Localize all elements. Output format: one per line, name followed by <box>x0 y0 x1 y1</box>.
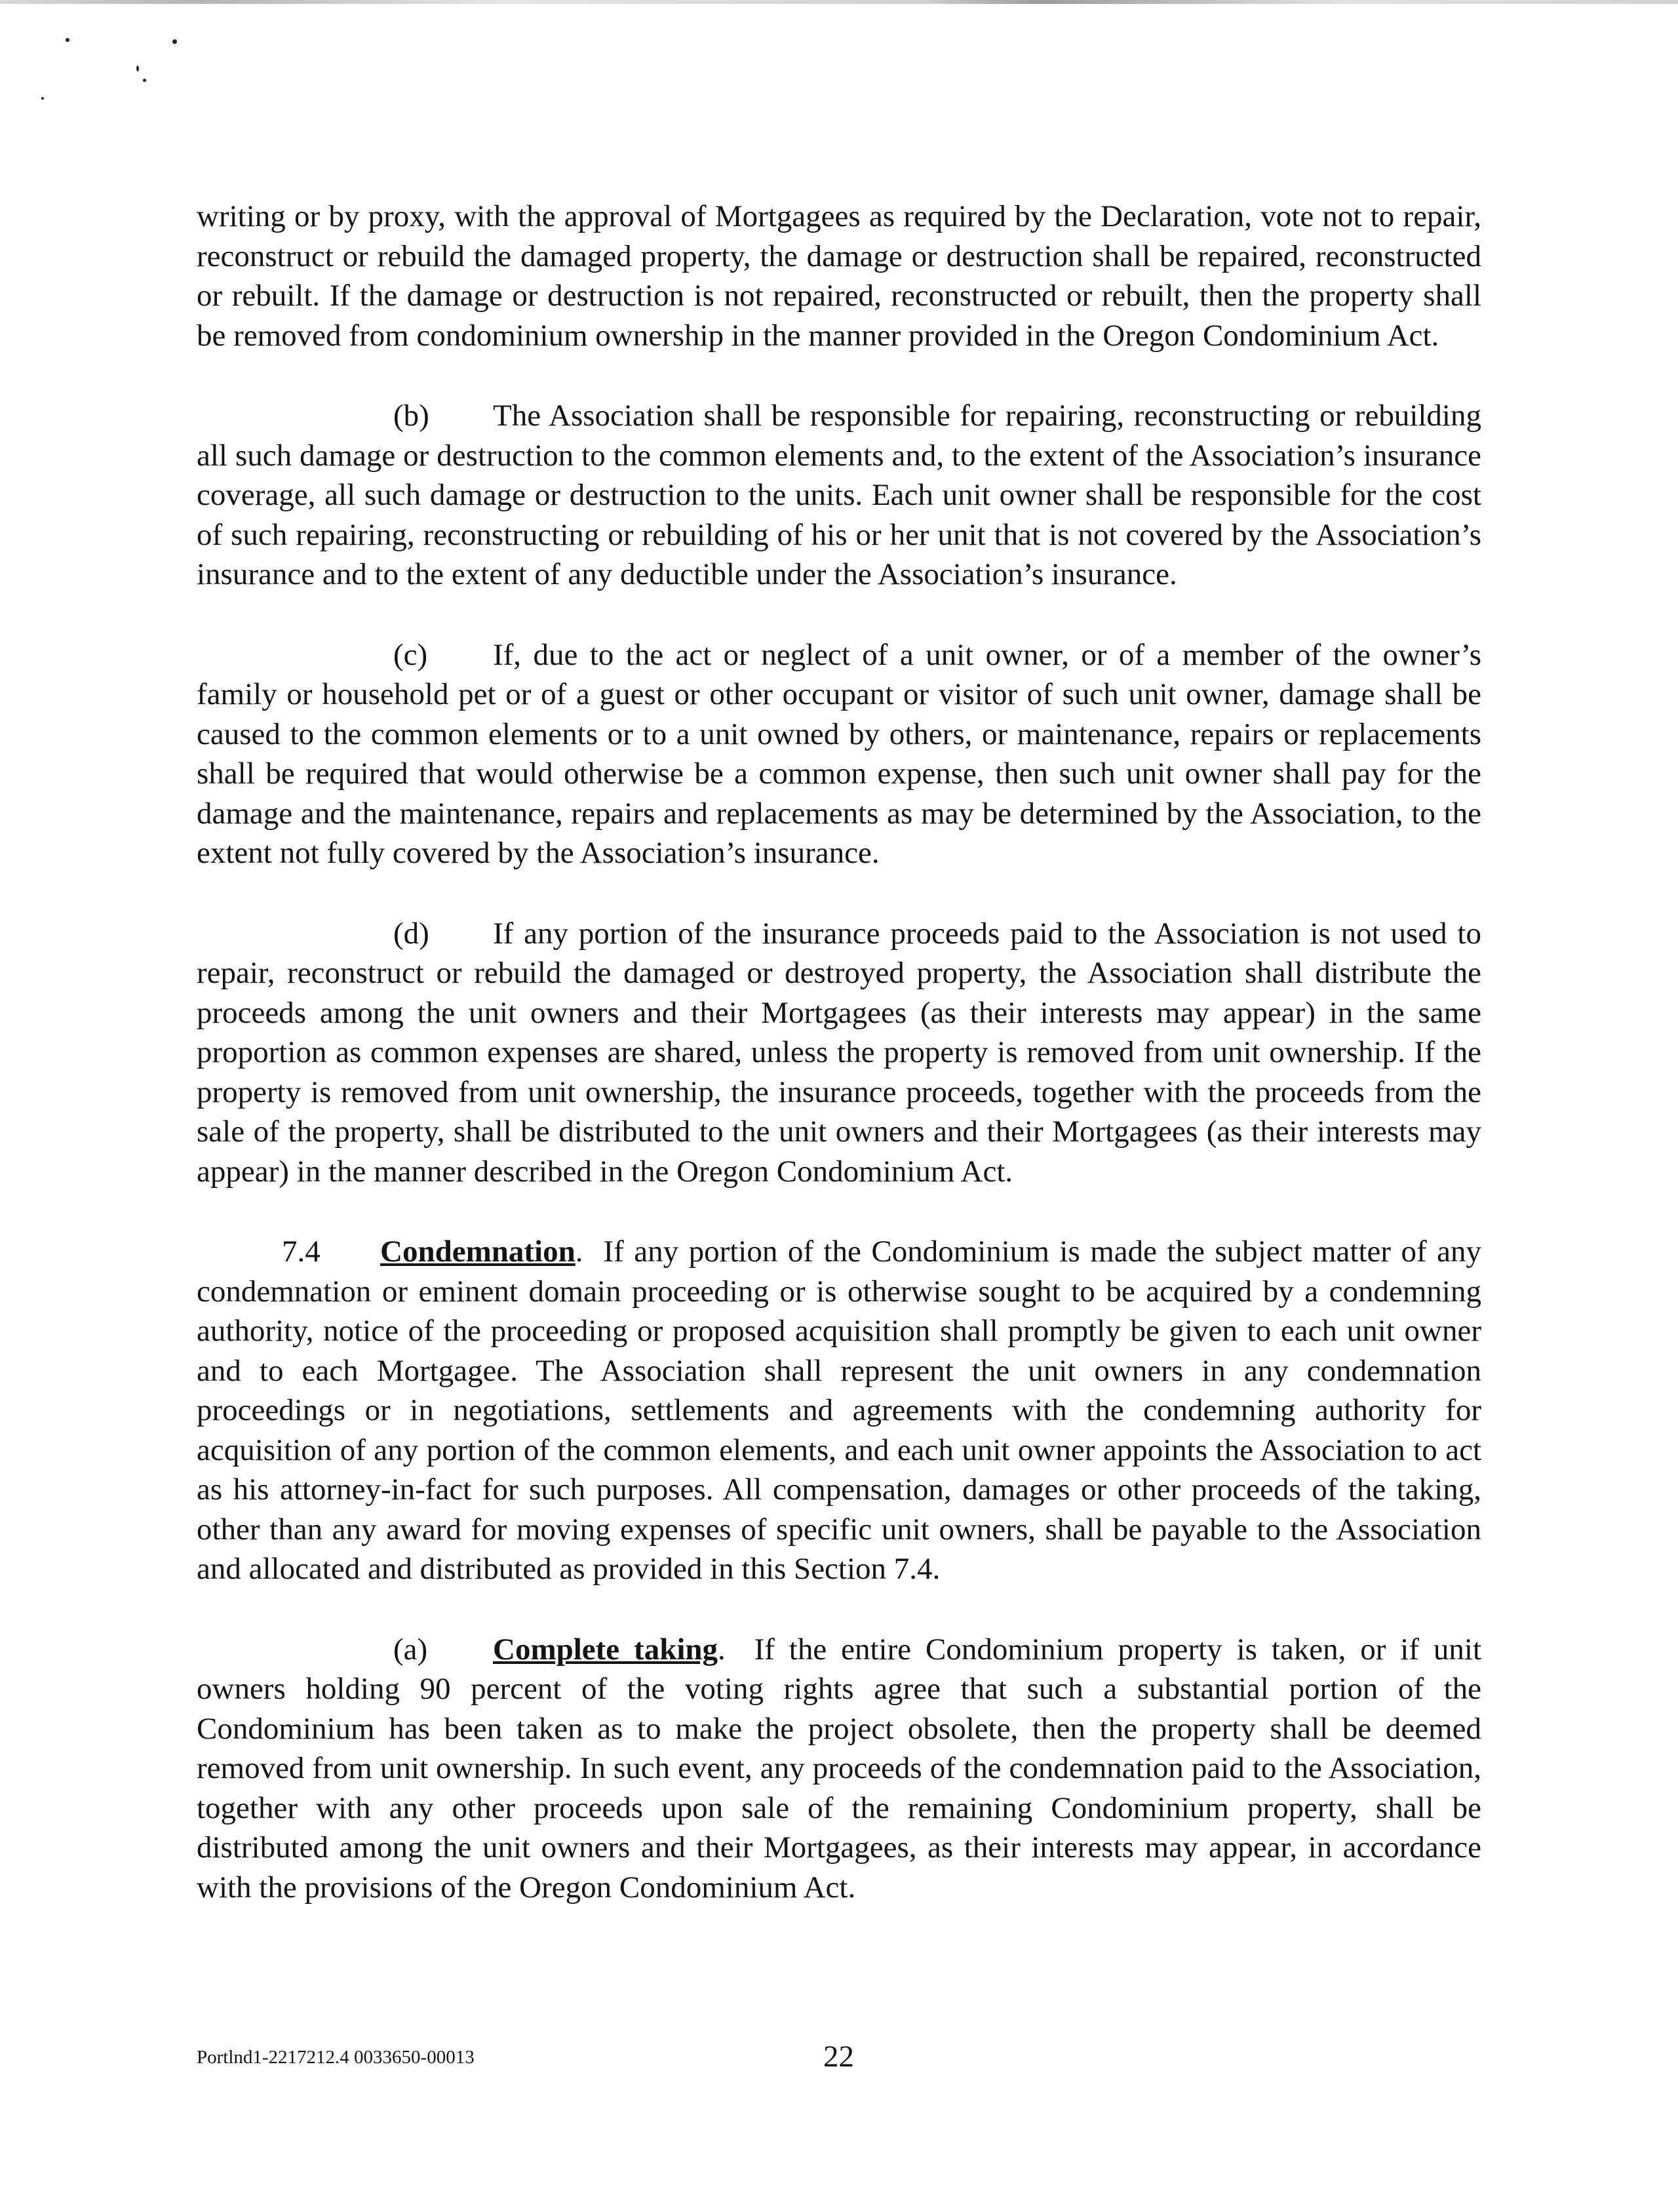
section-number: 7.4 <box>282 1234 321 1269</box>
paragraph-text: writing or by proxy, with the approval of Mortgagees as required by the Declaration, vote not to repair, reconstruct or rebuild the damaged property, the damage or destruction shall be repaired, reconstructed or rebuilt. If the damage or destruction is not repaired, reconstructed or rebuilt, then the property shall be removed from condominium ownership in the manner provided in the Oregon Condominium Act. <box>197 199 1481 353</box>
scan-speck <box>136 66 139 71</box>
section-heading: Condemnation <box>380 1234 576 1269</box>
subsection-label: (a) <box>393 1632 428 1667</box>
paragraph-d <box>197 914 1481 1192</box>
paragraph-b <box>197 396 1481 595</box>
paragraph-text: If any portion of the insurance proceeds paid to the Association is not used to repair, reconstruct or rebuild the damaged or destroyed property, the Association shall distribute the proceeds among the unit owners and their Mortgagees (as their interests may appear) in the same proportion as common expenses are shared, unless the property is removed from unit ownership. If the property is removed from unit ownership, the insurance proceeds, together with the proceeds from the sale of the property, shall be distributed to the unit owners and their Mortgagees (as their interests may appear) in the manner described in the Oregon Condominium Act. <box>197 916 1481 1189</box>
paragraph-text: If, due to the act or neglect of a unit owner, or of a member of the owner’s family or household pet or of a guest or other occupant or visitor of such unit owner, damage shall be caused to the common elements or to a unit owned by others, or maintenance, repairs or replacements shall be required that would otherwise be a common expense, then such unit owner shall pay for the damage and the maintenance, repairs and replacements as may be determined by the Association, to the extent not fully covered by the Association’s insurance. <box>197 637 1481 870</box>
paragraph-continuation <box>197 197 1481 355</box>
scan-speck <box>66 38 69 42</box>
page-number: 22 <box>823 2040 854 2074</box>
subsection-label: (c) <box>393 637 428 672</box>
scan-speck <box>143 79 146 82</box>
subsection-label: (d) <box>393 916 429 951</box>
paragraph-text: If any portion of the Condominium is made the subject matter of any condemnation or eminent domain proceeding or is otherwise sought to be acquired by a condemning authority, notice of the proceeding or proposed acquisition shall promptly be given to each unit owner and to each Mortgagee. The Association shall represent the unit owners in any condemnation proceedings or in negotiations, settlements and agreements with the condemning authority for acquisition of any portion of the common elements, and each unit owner appoints the Association to act as his attorney-in-fact for such purposes. All compensation, damages or other proceeds of the taking, other than any award for moving expenses of specific unit owners, shall be payable to the Association and allocated and distributed as provided in this Section 7.4. <box>197 1234 1482 1586</box>
document-body <box>197 197 1481 1948</box>
scan-speck <box>172 39 177 44</box>
paragraph-text: If the entire Condominium property is taken, or if unit owners holding 90 percent of the voting rights agree that such a substantial portion of the Condominium has been taken as to make the project obsolete, then the property shall be deemed removed from unit ownership. In such event, any proceeds of the condemnation paid to the Association, together with any other proceeds upon sale of the remaining Condominium property, shall be distributed among the unit owners and their Mortgagees, as their interests may appear, in accordance with the provisions of the Oregon Condominium Act. <box>197 1632 1482 1905</box>
subsection-heading: Complete taking <box>493 1632 718 1667</box>
scan-edge-artifact <box>0 0 1678 4</box>
subsection-label: (b) <box>393 399 429 433</box>
paragraph-c <box>197 635 1481 873</box>
paragraph-a-complete-taking: (a) Complete taking. If the entire Condominium property is taken, or if unit owners holding 90 percent of the voting rights agree that such a substantial portion of the Condominium has been taken as to make the project obsolete, then the property shall be deemed removed from unit ownership. In such event, any proceeds of the condemnation paid to the Association, together with any other proceeds upon sale of the remaining Condominium property, shall be distributed among the unit owners and their Mortgagees, as their interests may appear, in accordance with the provisions of the Oregon Condominium Act. <box>197 1630 1481 1908</box>
paragraph-text: The Association shall be responsible for repairing, reconstructing or rebuilding all such damage or destruction to the common elements and, to the extent of the Association’s insurance coverage, all such damage or destruction to the units. Each unit owner shall be responsible for the cost of such repairing, reconstructing or rebuilding of his or her unit that is not covered by the Association’s insurance and to the extent of any deductible under the Association’s insurance. <box>197 399 1481 591</box>
section-7-4: 7.4 Condemnation. If any portion of the Condominium is made the subject matter of any condemnation or eminent domain proceeding or is otherwise sought to be acquired by a condemning authority, notice of the proceeding or proposed acquisition shall promptly be given to each unit owner and to each Mortgagee. The Association shall represent the unit owners in any condemnation proceedings or in negotiations, settlements and agreements with the condemning authority for acquisition of any portion of the common elements, and each unit owner appoints the Association to act as his attorney-in-fact for such purposes. All compensation, damages or other proceeds of the taking, other than any award for moving expenses of specific unit owners, shall be payable to the Association and allocated and distributed as provided in this Section 7.4. <box>197 1232 1481 1589</box>
scan-speck <box>41 97 44 100</box>
footer-document-id: Portlnd1-2217212.4 0033650-00013 <box>197 2047 475 2068</box>
